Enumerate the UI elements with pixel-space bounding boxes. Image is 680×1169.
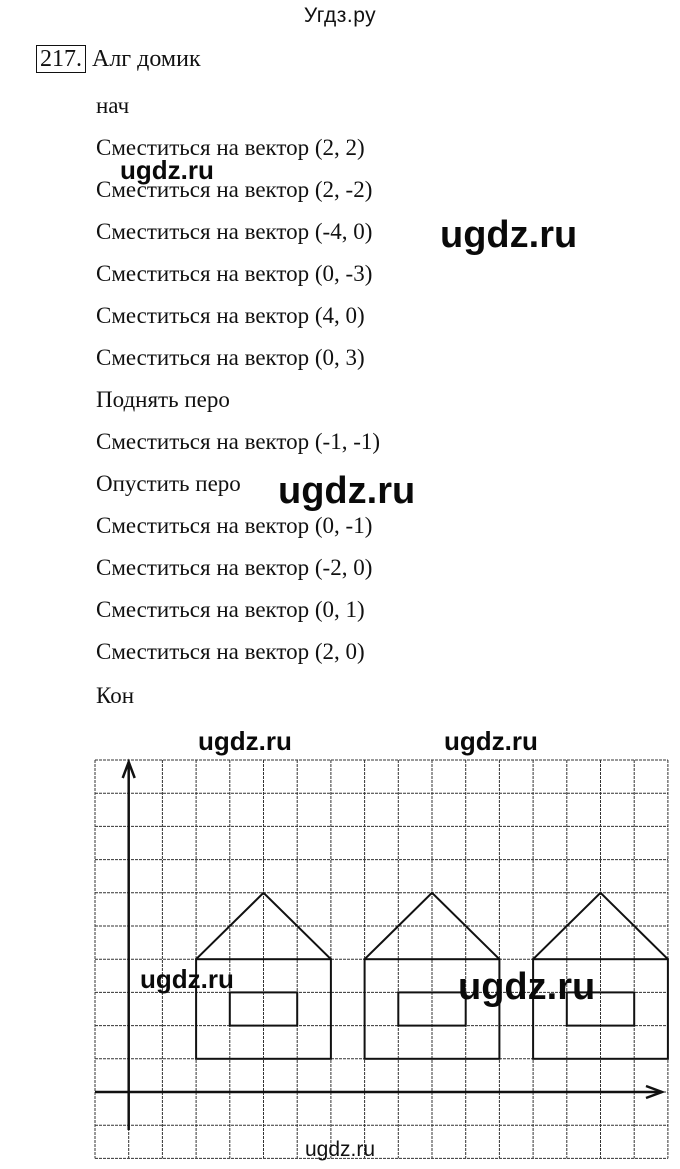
code-line: Опустить перо bbox=[96, 471, 241, 496]
code-line: Сместиться на вектор (2, 2) bbox=[96, 135, 365, 160]
code-line: Сместиться на вектор (-4, 0) bbox=[96, 219, 373, 244]
watermark: ugdz.ru bbox=[440, 214, 578, 256]
code-line: Сместиться на вектор (2, 0) bbox=[96, 639, 365, 664]
code-line: Сместиться на вектор (0, -3) bbox=[96, 261, 373, 286]
code-line: Сместиться на вектор (-1, -1) bbox=[96, 429, 381, 454]
code-line: Сместиться на вектор (-2, 0) bbox=[96, 555, 373, 580]
problem-title: Алг домик bbox=[92, 46, 201, 72]
code-line: Кон bbox=[96, 683, 135, 708]
code-line: Сместиться на вектор (0, 3) bbox=[96, 345, 365, 370]
code-line: Сместиться на вектор (0, -1) bbox=[96, 513, 373, 538]
problem-number: 217. bbox=[36, 45, 86, 73]
code-line: Сместиться на вектор (2, -2) bbox=[96, 177, 373, 202]
watermark: ugdz.ru bbox=[458, 966, 596, 1008]
code-line: Сместиться на вектор (0, 1) bbox=[96, 597, 365, 622]
footer-site: ugdz.ru bbox=[304, 1138, 376, 1161]
watermark: ugdz.ru bbox=[198, 726, 292, 756]
watermark: ugdz.ru bbox=[120, 155, 214, 185]
watermark: ugdz.ru bbox=[140, 964, 234, 994]
site-header: Угдз.ру bbox=[303, 4, 377, 27]
watermark: ugdz.ru bbox=[444, 726, 538, 756]
code-line: Сместиться на вектор (4, 0) bbox=[96, 303, 365, 328]
code-line: Поднять перо bbox=[96, 387, 230, 412]
watermark: ugdz.ru bbox=[278, 470, 416, 512]
code-line: нач bbox=[96, 93, 130, 118]
